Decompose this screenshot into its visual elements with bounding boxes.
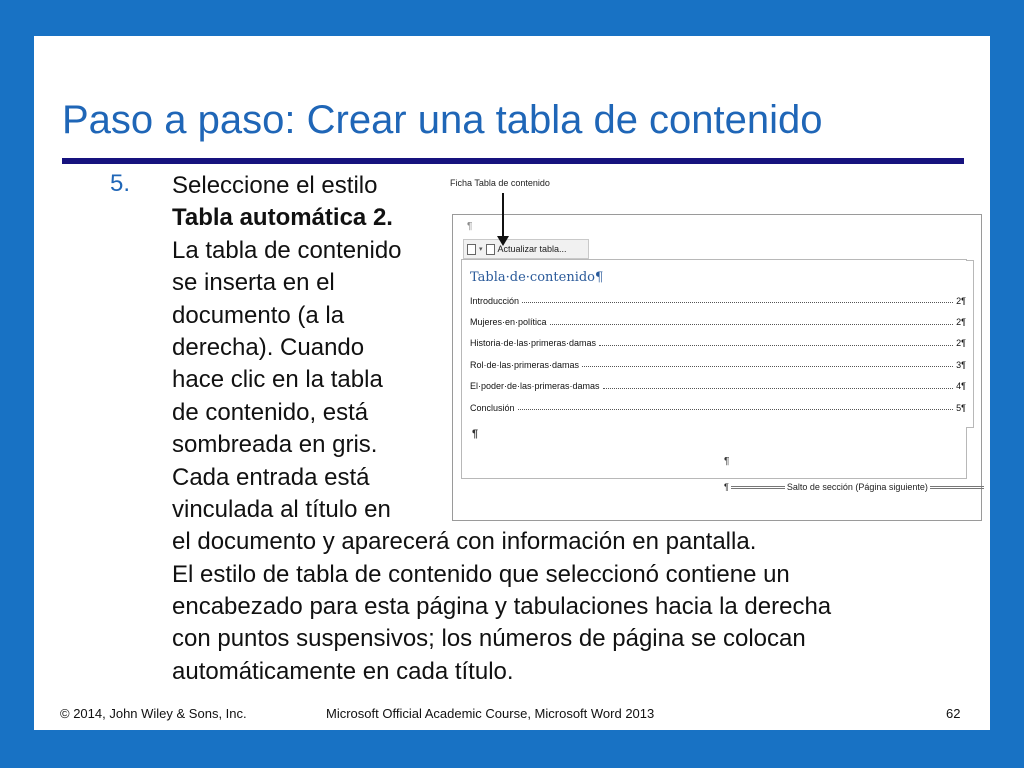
body-line: se inserta en el — [172, 269, 335, 297]
toc-heading: Tabla·de·contenido¶ — [470, 270, 604, 285]
footer-page-number: 62 — [946, 706, 961, 721]
body-line: hace clic en la tabla — [172, 366, 383, 394]
dot-leader — [522, 302, 953, 303]
toc-entry-text: Historia·de·las·primeras·damas — [470, 338, 597, 349]
toc-entry[interactable] — [470, 376, 966, 397]
toc-page-number: 5¶ — [956, 402, 966, 413]
section-break-label: Salto de sección (Página siguiente) — [786, 482, 928, 492]
body-line: encabezado para esta página y tabulaciones hacia la derecha — [172, 593, 832, 621]
chevron-down-icon[interactable]: ▾ — [479, 246, 483, 253]
dot-leader — [550, 324, 954, 325]
bold-style-name: Tabla automática 2. — [172, 204, 393, 232]
table-of-contents[interactable] — [461, 259, 967, 492]
slide — [34, 36, 990, 730]
caption-arrow-shaft — [502, 193, 504, 239]
toc-toolbar[interactable] — [463, 239, 589, 259]
figure-caption: Ficha Tabla de contenido — [450, 178, 550, 188]
toc-page-number: 3¶ — [956, 359, 966, 370]
document-icon[interactable] — [467, 244, 476, 255]
body-line: Cada entrada está — [172, 463, 370, 491]
toc-entry-text: Mujeres·en·política — [470, 317, 547, 328]
toc-entry[interactable] — [470, 290, 966, 311]
section-break — [724, 482, 986, 492]
body-line: La tabla de contenido — [172, 236, 402, 264]
toc-entry-text: El·poder·de·las·primeras·damas — [470, 381, 600, 392]
pilcrow-mark: ¶ — [467, 221, 473, 232]
body-line: Seleccione el estilo — [172, 172, 378, 199]
section-break-line — [731, 486, 785, 489]
update-table-button[interactable]: Actualizar tabla... — [497, 244, 567, 254]
toc-frame-edge — [966, 260, 974, 428]
toc-page-number: 2¶ — [956, 295, 966, 306]
toc-entry-text: Conclusión — [470, 402, 515, 413]
slide-title: Paso a paso: Crear una tabla de contenido — [62, 98, 823, 142]
body-line: vinculada al título en — [172, 495, 391, 523]
toc-entry-text: Introducción — [470, 295, 520, 306]
toc-entry[interactable] — [470, 311, 966, 332]
section-break-line — [930, 486, 984, 489]
toc-page-number: 4¶ — [956, 381, 966, 392]
toc-entry-list — [470, 290, 966, 418]
page-icon[interactable] — [486, 244, 495, 255]
toc-entry[interactable] — [470, 333, 966, 354]
pilcrow-mark: ¶ — [724, 482, 729, 492]
word-document-figure — [452, 214, 982, 521]
body-line: documento (a la — [172, 301, 345, 329]
title-underline — [62, 158, 964, 164]
footer-course: Microsoft Official Academic Course, Microsoft Word 2013 — [326, 706, 655, 721]
dot-leader — [518, 409, 954, 410]
toc-entry[interactable] — [470, 354, 966, 375]
dot-leader — [603, 388, 954, 389]
dot-leader — [582, 366, 953, 367]
body-line: derecha). Cuando — [172, 333, 365, 361]
step-number: 5. — [110, 170, 131, 197]
body-line: El estilo de tabla de contenido que seleccionó contiene un — [172, 560, 790, 588]
body-line: de contenido, está — [172, 398, 369, 426]
toc-page-number: 2¶ — [956, 338, 966, 349]
body-line: el documento y aparecerá con información en pantalla. — [172, 528, 757, 556]
pilcrow-mark: ¶ — [472, 428, 479, 440]
toc-page-number: 2¶ — [956, 317, 966, 328]
caption-arrow-head — [497, 236, 509, 246]
footer-copyright: © 2014, John Wiley & Sons, Inc. — [60, 706, 247, 721]
body-line: sombreada en gris. — [172, 431, 378, 459]
body-line: automáticamente en cada título. — [172, 657, 514, 685]
body-line: con puntos suspensivos; los números de página se colocan — [172, 625, 806, 653]
toc-entry-text: Rol·de·las·primeras·damas — [470, 359, 580, 370]
toc-entry[interactable] — [470, 397, 966, 418]
pilcrow-mark: ¶ — [724, 456, 730, 467]
dot-leader — [599, 345, 953, 346]
